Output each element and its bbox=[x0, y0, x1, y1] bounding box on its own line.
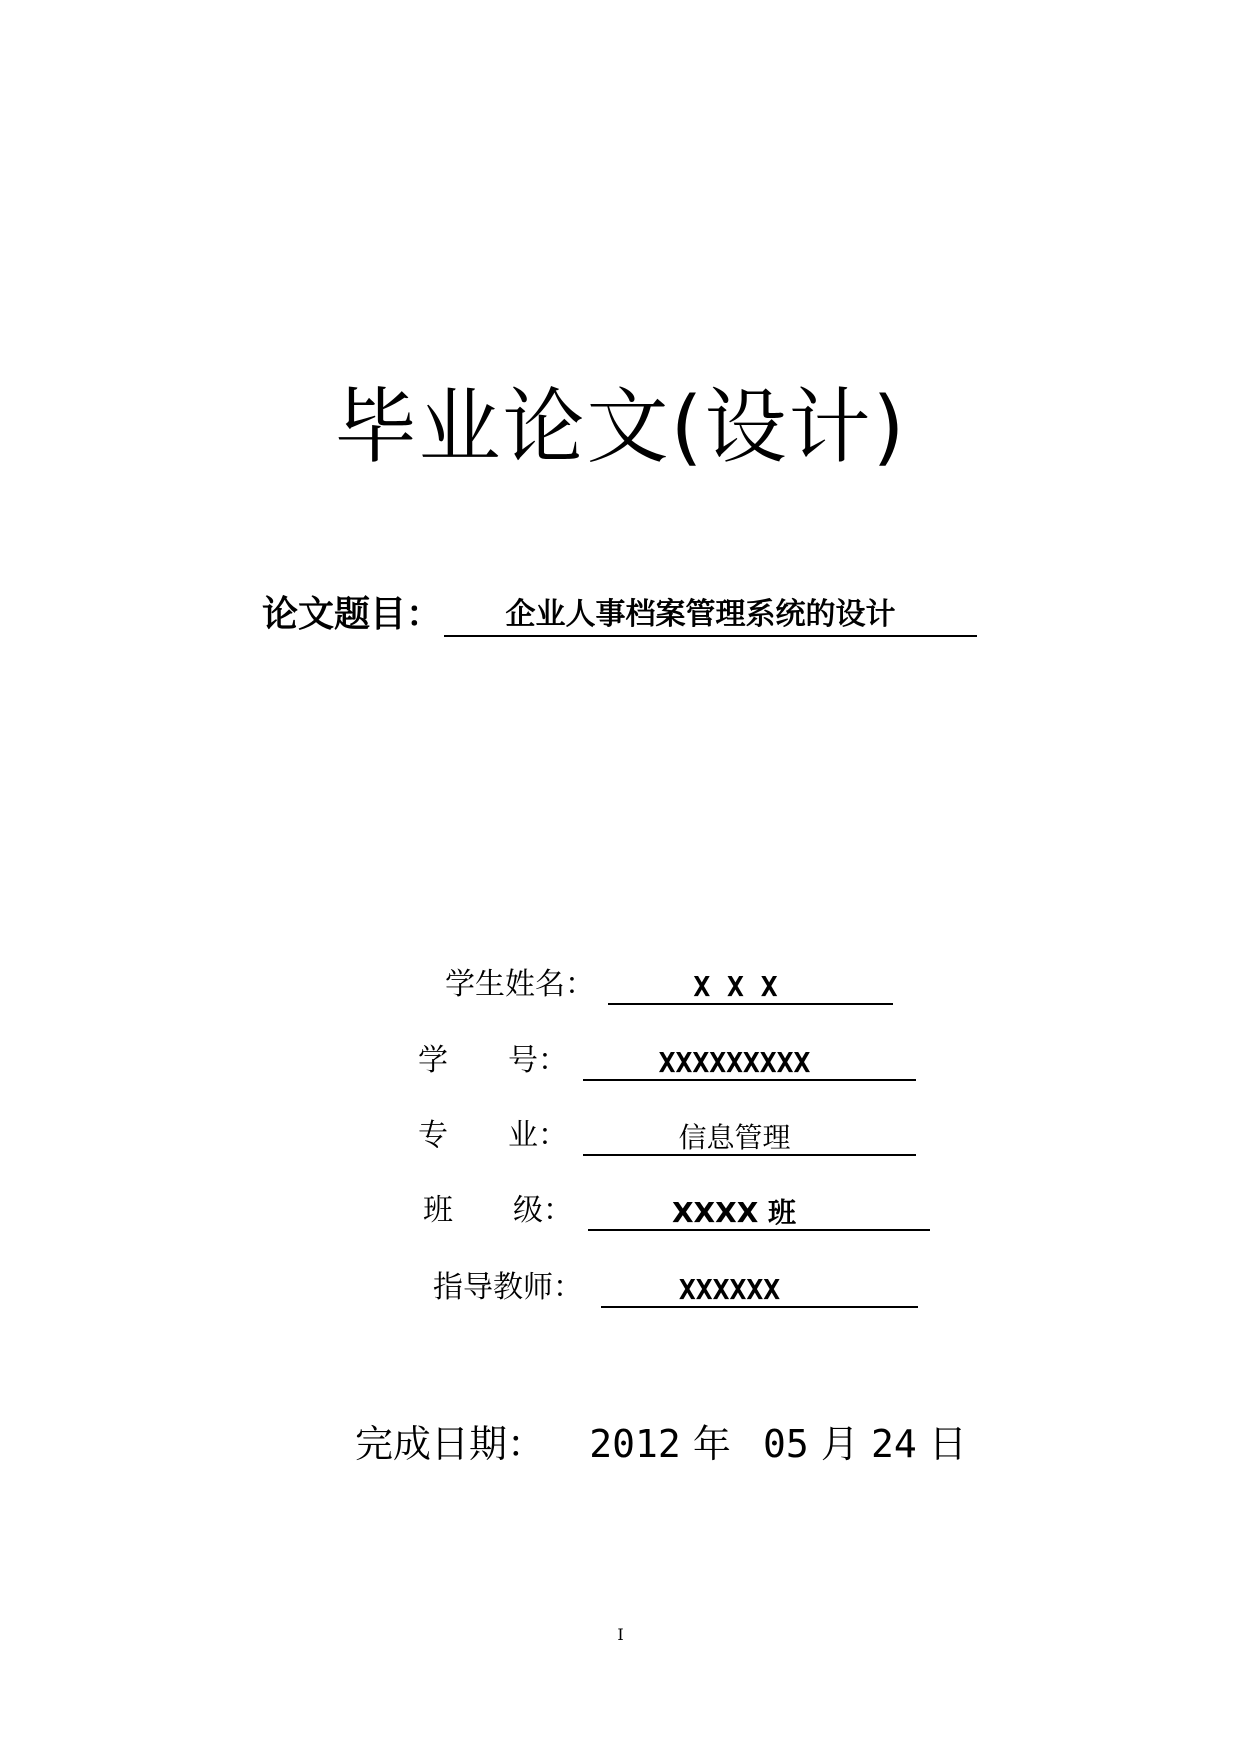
completion-day: 24 bbox=[870, 1422, 917, 1466]
topic-label: 论文题目： bbox=[262, 594, 443, 635]
topic-value: 企业人事档案管理系统的设计 bbox=[505, 597, 896, 632]
document-title: 毕业论文(设计) bbox=[334, 380, 907, 475]
class-label: 班 级： bbox=[423, 1193, 573, 1228]
completion-year: 2012 bbox=[589, 1422, 681, 1466]
completion-date bbox=[355, 1419, 967, 1469]
student-id-value: XXXXXXXXX bbox=[658, 1046, 811, 1079]
page-number: I bbox=[617, 1625, 624, 1644]
completion-month: 05 bbox=[763, 1422, 809, 1466]
advisor-value: XXXXXX bbox=[678, 1273, 781, 1306]
student-id-label: 学 号： bbox=[418, 1043, 568, 1078]
completion-year-unit: 年 bbox=[692, 1422, 731, 1466]
major-label: 专 业： bbox=[418, 1118, 568, 1153]
advisor-label: 指导教师： bbox=[433, 1270, 583, 1305]
completion-month-unit: 月 bbox=[820, 1422, 859, 1466]
completion-date-label: 完成日期： bbox=[355, 1422, 546, 1466]
student-name-label: 学生姓名： bbox=[445, 967, 595, 1002]
class-value: XXXX 班 bbox=[671, 1196, 797, 1229]
topic-underline bbox=[444, 635, 977, 637]
completion-day-unit: 日 bbox=[928, 1422, 967, 1466]
student-name-value: X X X bbox=[693, 970, 778, 1003]
major-value: 信息管理 bbox=[678, 1121, 791, 1154]
